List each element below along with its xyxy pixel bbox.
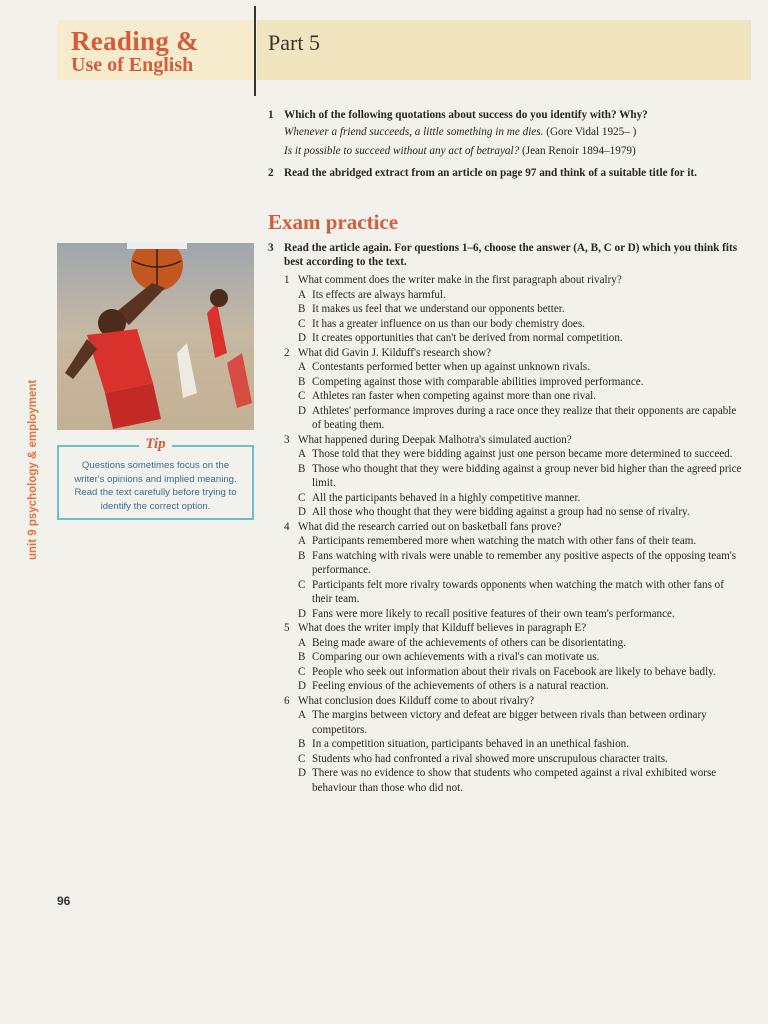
answer-option-letter: A [298, 288, 307, 301]
answer-option-a [284, 360, 746, 375]
quote-1 [284, 125, 636, 139]
exam-question-list [284, 273, 746, 795]
answer-option-letter: C [298, 491, 306, 504]
exam-question-number: 4 [284, 520, 290, 533]
section-title-line2: Use of English [71, 54, 194, 76]
exam-question-stem [284, 520, 746, 535]
question-1-text: Which of the following quotations about success do you identify with? Why? [284, 109, 648, 121]
answer-option-c [284, 389, 746, 404]
exam-question-2 [284, 346, 746, 433]
answer-option-text: Participants remembered more when watching the match with other fans of their team. [312, 535, 697, 547]
answer-option-text: Comparing our own achievements with a rival's can motivate us. [312, 651, 600, 663]
quote-2 [284, 144, 636, 158]
answer-option-d [284, 766, 746, 795]
answer-option-a [284, 534, 746, 549]
answer-option-c [284, 578, 746, 607]
answer-option-letter: C [298, 752, 306, 765]
exam-question-text: What comment does the writer make in the first paragraph about rivalry? [298, 274, 622, 286]
answer-option-letter: D [298, 404, 307, 417]
answer-option-letter: B [298, 462, 306, 475]
exam-practice-heading: Exam practice [268, 210, 399, 234]
answer-option-text: Being made aware of the achievements of others can be disorientating. [312, 636, 626, 649]
exam-question-number: 1 [284, 274, 290, 286]
answer-option-b [284, 737, 746, 752]
part-title: Part 5 [268, 30, 320, 55]
exam-question-text: What did Gavin J. Kilduff's research show? [298, 346, 492, 359]
answer-option-letter: D [298, 506, 307, 518]
answer-option-text: Students who had confronted a rival showed more unscrupulous character traits. [312, 752, 668, 765]
answer-option-letter: A [298, 448, 307, 460]
tip-title-text: Tip [139, 436, 171, 452]
answer-option-letter: C [298, 578, 306, 591]
exam-question-number: 2 [284, 346, 290, 359]
answer-option-c [284, 752, 746, 767]
answer-option-text: Participants felt more rivalry towards opponents when watching the match with other fans of their team. [312, 578, 724, 605]
answer-option-text: Those who thought that they were bidding against a group never bid higher than the agreed price limit. [312, 462, 742, 489]
exam-question-3 [284, 433, 746, 520]
basketball-player-illustration [57, 243, 254, 430]
answer-option-letter: B [298, 738, 306, 750]
answer-option-b [284, 549, 746, 578]
answer-option-text: Competing against those with comparable abilities improved performance. [312, 375, 644, 388]
question-2 [268, 166, 738, 180]
exam-question-number: 6 [284, 694, 290, 707]
unit-side-label: unit 9 psychology & employment [27, 379, 39, 560]
tip-box [57, 436, 254, 520]
exam-question-text: What happened during Deepak Malhotra's simulated auction? [298, 433, 572, 446]
answer-option-a [284, 447, 746, 462]
answer-option-letter: D [298, 332, 307, 344]
exam-question-5 [284, 621, 746, 694]
answer-option-text: It creates opportunities that can't be derived from normal competition. [312, 332, 623, 344]
question-1 [268, 108, 738, 122]
quote-2-source: (Jean Renoir 1894–1979) [522, 145, 636, 157]
quote-1-source: (Gore Vidal 1925– ) [546, 126, 637, 138]
header-part-band [257, 20, 751, 80]
exam-question-stem [284, 273, 746, 288]
header-divider [254, 6, 256, 96]
exam-question-4 [284, 520, 746, 622]
section-title-line1: Reading & [71, 26, 199, 56]
exam-question-text: What conclusion does Kilduff come to about rivalry? [298, 694, 535, 707]
tip-title [59, 436, 252, 453]
answer-option-text: It has a greater influence on us than our body chemistry does. [312, 317, 585, 330]
exam-question-text: What did the research carried out on basketball fans prove? [298, 520, 562, 533]
answer-option-d [284, 404, 746, 433]
exam-question-6 [284, 694, 746, 796]
answer-option-letter: A [298, 709, 307, 721]
answer-option-text: Those told that they were bidding against just one person became more determined to succeed. [312, 448, 733, 460]
answer-option-text: There was no evidence to show that students who competed against a rival exhibited worse behaviour than those who did not. [312, 767, 717, 794]
answer-option-a [284, 708, 746, 737]
answer-option-letter: D [298, 767, 307, 779]
answer-option-c [284, 491, 746, 506]
exam-question-1 [284, 273, 746, 346]
answer-option-b [284, 462, 746, 491]
question-3-number: 3 [268, 242, 274, 254]
quote-2-text: Is it possible to succeed without any act of betrayal? [284, 145, 520, 157]
answer-option-text: The margins between victory and defeat are bigger between rivals than between ordinary competitors. [312, 709, 707, 736]
answer-option-letter: B [298, 549, 306, 562]
answer-option-d [284, 505, 746, 520]
answer-option-letter: A [298, 535, 307, 547]
answer-option-a [284, 288, 746, 303]
question-2-number: 2 [268, 167, 274, 179]
answer-option-text: Contestants performed better when up against unknown rivals. [312, 361, 590, 373]
exam-question-number: 3 [284, 433, 290, 446]
question-3 [268, 241, 738, 269]
answer-option-letter: C [298, 390, 306, 402]
answer-option-letter: A [298, 636, 307, 649]
answer-option-text: People who seek out information about their rivals on Facebook are likely to behave badly. [312, 665, 716, 678]
question-1-number: 1 [268, 109, 274, 121]
answer-option-d [284, 679, 746, 694]
answer-option-b [284, 650, 746, 665]
question-3-text: Read the article again. For questions 1–6, choose the answer (A, B, C or D) which you think fits best according to the text. [284, 242, 738, 268]
answer-option-b [284, 302, 746, 317]
basketball-photo [57, 243, 254, 430]
answer-option-text: Feeling envious of the achievements of others is a natural reaction. [312, 680, 609, 692]
answer-option-text: All the participants behaved in a highly competitive manner. [312, 491, 581, 504]
answer-option-letter: A [298, 361, 307, 373]
answer-option-b [284, 375, 746, 390]
answer-option-letter: B [298, 375, 306, 388]
exam-question-stem [284, 433, 746, 448]
answer-option-d [284, 607, 746, 622]
answer-option-text: Its effects are always harmful. [312, 288, 446, 301]
question-2-text: Read the abridged extract from an article on page 97 and think of a suitable title for it. [284, 167, 697, 179]
tip-text: Questions sometimes focus on the writer's opinions and implied meaning. Read the text carefully before trying to identify the correct option. [74, 460, 237, 512]
answer-option-letter: B [298, 651, 306, 663]
answer-option-letter: B [298, 303, 306, 315]
answer-option-text: Athletes ran faster when competing against more than one rival. [312, 390, 597, 402]
exam-question-stem [284, 346, 746, 361]
answer-option-text: Fans watching with rivals were unable to remember any positive aspects of the opposing team's performance. [312, 549, 737, 576]
answer-option-text: In a competition situation, participants behaved in an unethical fashion. [312, 738, 630, 750]
answer-option-a [284, 636, 746, 651]
answer-option-letter: D [298, 607, 307, 620]
exam-question-stem [284, 621, 746, 636]
answer-option-text: All those who thought that they were bidding against a group had no sense of rivalry. [312, 506, 690, 518]
page-number: 96 [57, 894, 71, 908]
answer-option-letter: C [298, 317, 306, 330]
answer-option-d [284, 331, 746, 346]
answer-option-c [284, 665, 746, 680]
answer-option-text: Fans were more likely to recall positive features of their own team's performance. [312, 607, 675, 620]
answer-option-text: It makes us feel that we understand our opponents better. [312, 303, 565, 315]
answer-option-text: Athletes' performance improves during a race once they realize that their opponents are capable of beating them. [312, 404, 737, 431]
quote-1-text: Whenever a friend succeeds, a little something in me dies. [284, 126, 544, 138]
exam-question-stem [284, 694, 746, 709]
exam-question-number: 5 [284, 622, 290, 634]
answer-option-letter: C [298, 665, 306, 678]
exam-question-text: What does the writer imply that Kilduff believes in paragraph E? [298, 622, 587, 634]
answer-option-c [284, 317, 746, 332]
answer-option-letter: D [298, 680, 307, 692]
